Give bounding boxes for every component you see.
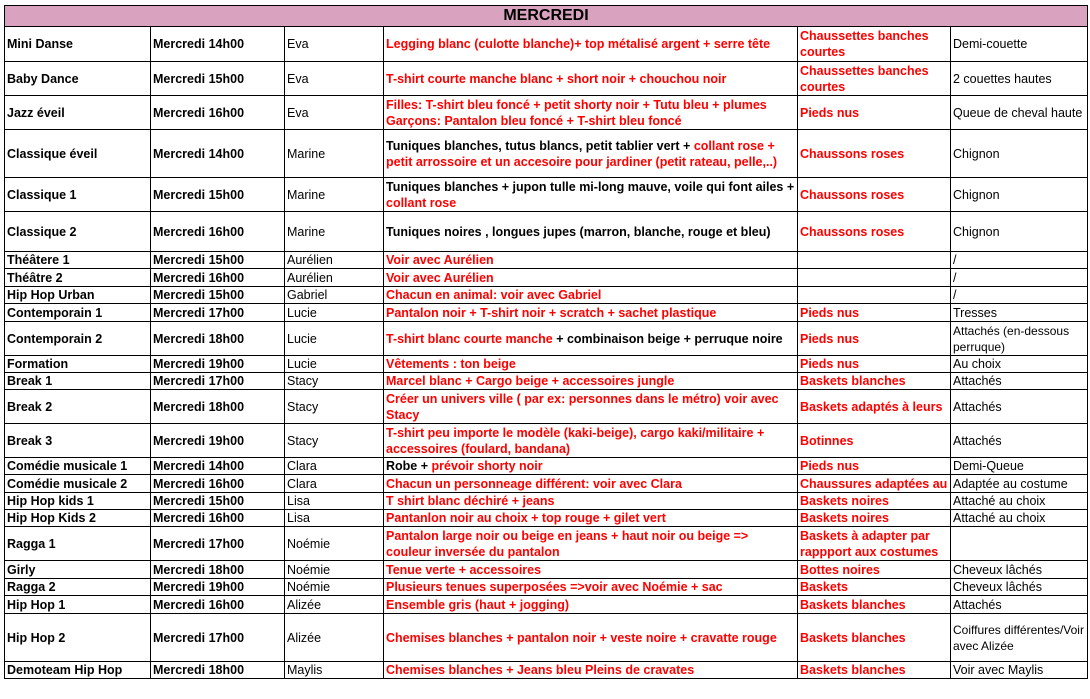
table-row [5, 130, 1088, 178]
time-cell: Mercredi 15h00 [151, 252, 285, 269]
time-cell: Mercredi 16h00 [151, 510, 285, 527]
shoes-cell-text: Baskets blanches [800, 597, 906, 612]
outfit-cell [384, 475, 798, 493]
shoes-cell-text: Pieds nus [800, 305, 860, 320]
shoes-cell-text: Bottes noires [800, 562, 880, 577]
course-cell: Break 1 [5, 373, 151, 390]
outfit-text: Pantalon noir + T-shirt noir + scratch + sachet plastique [386, 305, 717, 320]
outfit-text: Vêtements : ton beige [386, 357, 516, 371]
shoes-cell-text: Botinnes [800, 433, 854, 448]
hair-cell: Attaché au choix [951, 493, 1088, 510]
time-cell: Mercredi 16h00 [151, 596, 285, 614]
table-row [5, 390, 1088, 424]
outfit-text: Robe + [386, 459, 432, 473]
course-cell: Contemporain 1 [5, 304, 151, 322]
shoes-cell-text: Baskets noires [800, 494, 889, 508]
outfit-text: Filles: T-shirt bleu foncé + petit shorty noir + Tutu bleu + plumes Garçons: Pantalon bleu foncé + T-shirt bleu foncé [386, 97, 767, 128]
shoes-cell [798, 390, 951, 424]
course-cell: Classique 1 [5, 178, 151, 212]
teacher-cell: Stacy [285, 373, 384, 390]
outfit-text: Tenue verte + accessoires [386, 562, 542, 577]
hair-cell: Coiffures différentes/Voir avec Alizée [951, 614, 1088, 662]
outfit-text: collant rose [386, 195, 457, 210]
schedule-table [4, 5, 1088, 679]
outfit-cell [384, 458, 798, 475]
course-cell: Comédie musicale 2 [5, 475, 151, 493]
teacher-cell: Marine [285, 212, 384, 252]
shoes-cell [798, 304, 951, 322]
outfit-cell [384, 662, 798, 679]
outfit-cell [384, 527, 798, 561]
hair-cell: Au choix [951, 356, 1088, 373]
table-row [5, 527, 1088, 561]
time-cell: Mercredi 18h00 [151, 322, 285, 356]
shoes-cell [798, 596, 951, 614]
hair-cell: Cheveux lâchés [951, 579, 1088, 596]
teacher-cell: Eva [285, 96, 384, 130]
shoes-cell [798, 252, 951, 269]
shoes-cell-text: Baskets adaptés à leurs [800, 399, 943, 414]
outfit-cell [384, 390, 798, 424]
teacher-cell: Alizée [285, 596, 384, 614]
table-row [5, 356, 1088, 373]
hair-cell: Queue de cheval haute [951, 96, 1088, 130]
table-row [5, 304, 1088, 322]
shoes-cell-text: Baskets noires [800, 511, 889, 525]
outfit-cell [384, 424, 798, 458]
hair-cell: Demi-Queue [951, 458, 1088, 475]
shoes-cell-text: Baskets à adapter par rappport aux costumes [800, 528, 939, 559]
hair-cell: Attachés [951, 390, 1088, 424]
course-cell: Théâtre 2 [5, 269, 151, 287]
course-cell: Comédie musicale 1 [5, 458, 151, 475]
teacher-cell: Lisa [285, 493, 384, 510]
course-cell: Jazz éveil [5, 96, 151, 130]
outfit-cell [384, 304, 798, 322]
outfit-cell [384, 287, 798, 304]
shoes-cell [798, 96, 951, 130]
table-row [5, 373, 1088, 390]
hair-cell: Attachés [951, 424, 1088, 458]
table-row [5, 287, 1088, 304]
shoes-cell [798, 662, 951, 679]
shoes-cell-text: Chaussons roses [800, 224, 905, 239]
teacher-cell: Lucie [285, 322, 384, 356]
teacher-cell: Aurélien [285, 269, 384, 287]
day-title: MERCREDI [5, 6, 1088, 27]
course-cell: Hip Hop Urban [5, 287, 151, 304]
hair-cell: Attaché au choix [951, 510, 1088, 527]
outfit-text: Ensemble gris (haut + jogging) [386, 597, 570, 612]
outfit-text: Tuniques blanches, tutus blancs, petit tablier vert + [386, 138, 694, 153]
outfit-cell [384, 614, 798, 662]
teacher-cell: Marine [285, 178, 384, 212]
shoes-cell-text: Chaussettes banches courtes [800, 63, 929, 94]
teacher-cell: Noémie [285, 527, 384, 561]
hair-cell: / [951, 287, 1088, 304]
course-cell: Classique 2 [5, 212, 151, 252]
table-row [5, 475, 1088, 493]
outfit-text: T-shirt courte manche blanc + short noir + chouchou noir [386, 71, 727, 86]
course-cell: Théâtere 1 [5, 252, 151, 269]
time-cell: Mercredi 14h00 [151, 458, 285, 475]
shoes-cell-text: Baskets [800, 580, 848, 594]
time-cell: Mercredi 17h00 [151, 614, 285, 662]
course-cell: Hip Hop Kids 2 [5, 510, 151, 527]
shoes-cell-text: Pieds nus [800, 459, 860, 473]
teacher-cell: Stacy [285, 390, 384, 424]
shoes-cell [798, 62, 951, 96]
outfit-text: + combinaison beige + perruque noire [552, 331, 783, 346]
shoes-cell [798, 27, 951, 62]
shoes-cell [798, 373, 951, 390]
hair-cell: / [951, 252, 1088, 269]
hair-cell: Chignon [951, 178, 1088, 212]
outfit-text: T shirt blanc déchiré + jeans [386, 494, 555, 508]
time-cell: Mercredi 16h00 [151, 96, 285, 130]
shoes-cell-text: Pieds nus [800, 357, 860, 371]
outfit-text: Voir avec Aurélien [386, 253, 494, 267]
hair-cell: Adaptée au costume [951, 475, 1088, 493]
shoes-cell [798, 510, 951, 527]
outfit-text: prévoir shorty noir [431, 459, 543, 473]
course-cell: Mini Danse [5, 27, 151, 62]
shoes-cell-text: Chaussures adaptées au [800, 476, 948, 491]
shoes-cell [798, 475, 951, 493]
shoes-cell [798, 212, 951, 252]
shoes-cell-text: Chaussons roses [800, 146, 905, 161]
time-cell: Mercredi 15h00 [151, 493, 285, 510]
outfit-text: Marcel blanc + Cargo beige + accessoires jungle [386, 374, 675, 388]
teacher-cell: Gabriel [285, 287, 384, 304]
table-row [5, 614, 1088, 662]
hair-cell: 2 couettes hautes [951, 62, 1088, 96]
outfit-text: Chemises blanches + Jeans bleu Pleins de cravates [386, 663, 695, 677]
time-cell: Mercredi 14h00 [151, 130, 285, 178]
time-cell: Mercredi 18h00 [151, 561, 285, 579]
course-cell: Contemporain 2 [5, 322, 151, 356]
outfit-cell [384, 493, 798, 510]
table-row [5, 269, 1088, 287]
table-row [5, 561, 1088, 579]
time-cell: Mercredi 17h00 [151, 527, 285, 561]
table-row [5, 62, 1088, 96]
table-row [5, 252, 1088, 269]
outfit-text: Voir avec Aurélien [386, 270, 494, 285]
table-row [5, 212, 1088, 252]
teacher-cell: Aurélien [285, 252, 384, 269]
teacher-cell: Eva [285, 27, 384, 62]
outfit-text: Tuniques blanches + jupon tulle mi-long mauve, voile qui font ailes + [386, 179, 795, 194]
course-cell: Girly [5, 561, 151, 579]
hair-cell: / [951, 269, 1088, 287]
shoes-cell [798, 130, 951, 178]
outfit-cell [384, 96, 798, 130]
table-row [5, 96, 1088, 130]
shoes-cell [798, 527, 951, 561]
teacher-cell: Stacy [285, 424, 384, 458]
table-row [5, 322, 1088, 356]
table-row [5, 458, 1088, 475]
time-cell: Mercredi 18h00 [151, 662, 285, 679]
course-cell: Break 2 [5, 390, 151, 424]
outfit-text: T-shirt peu importe le modèle (kaki-beige), cargo kaki/militaire + accessoires (foulard, bandana) [386, 425, 765, 456]
outfit-text: T-shirt blanc courte manche [386, 331, 553, 346]
shoes-cell [798, 322, 951, 356]
outfit-text: Pantalon large noir ou beige en jeans + haut noir ou beige => couleur inversée du pantalon [386, 528, 749, 559]
outfit-cell [384, 269, 798, 287]
course-cell: Baby Dance [5, 62, 151, 96]
table-row [5, 493, 1088, 510]
shoes-cell [798, 493, 951, 510]
outfit-text: Legging blanc (culotte blanche)+ top métalisé argent + serre tête [386, 37, 771, 51]
course-cell: Classique éveil [5, 130, 151, 178]
outfit-text: collant rose + petit arrossoire et un accesoire pour jardiner (petit rateau, pelle,..) [386, 138, 778, 169]
table-row [5, 424, 1088, 458]
course-cell: Hip Hop 1 [5, 596, 151, 614]
outfit-text: Plusieurs tenues superposées =>voir avec Noémie + sac [386, 580, 723, 594]
outfit-cell [384, 322, 798, 356]
teacher-cell: Lucie [285, 304, 384, 322]
teacher-cell: Lucie [285, 356, 384, 373]
hair-cell: Attachés [951, 596, 1088, 614]
table-row [5, 27, 1088, 62]
outfit-text: Tuniques noires , longues jupes (marron, blanche, rouge et bleu) [386, 224, 771, 239]
shoes-cell-text: Baskets blanches [800, 374, 906, 388]
course-cell: Break 3 [5, 424, 151, 458]
table-row [5, 178, 1088, 212]
shoes-cell [798, 561, 951, 579]
shoes-cell-text: Baskets blanches [800, 663, 906, 677]
outfit-cell [384, 373, 798, 390]
shoes-cell-text: Chaussons roses [800, 187, 905, 202]
time-cell: Mercredi 16h00 [151, 269, 285, 287]
hair-cell: Demi-couette [951, 27, 1088, 62]
outfit-text: Chemises blanches + pantalon noir + veste noire + cravatte rouge [386, 630, 777, 645]
hair-cell [951, 527, 1088, 561]
teacher-cell: Lisa [285, 510, 384, 527]
outfit-text: Pantanlon noir au choix + top rouge + gilet vert [386, 511, 666, 525]
shoes-cell [798, 178, 951, 212]
course-cell: Ragga 1 [5, 527, 151, 561]
hair-cell: Tresses [951, 304, 1088, 322]
hair-cell: Chignon [951, 130, 1088, 178]
hair-cell: Attachés [951, 373, 1088, 390]
outfit-cell [384, 561, 798, 579]
time-cell: Mercredi 14h00 [151, 27, 285, 62]
time-cell: Mercredi 17h00 [151, 373, 285, 390]
time-cell: Mercredi 15h00 [151, 287, 285, 304]
table-row [5, 596, 1088, 614]
shoes-cell [798, 424, 951, 458]
outfit-cell [384, 62, 798, 96]
outfit-cell [384, 579, 798, 596]
outfit-cell [384, 178, 798, 212]
outfit-cell [384, 510, 798, 527]
time-cell: Mercredi 17h00 [151, 304, 285, 322]
time-cell: Mercredi 19h00 [151, 579, 285, 596]
teacher-cell: Marine [285, 130, 384, 178]
shoes-cell [798, 356, 951, 373]
time-cell: Mercredi 19h00 [151, 356, 285, 373]
course-cell: Ragga 2 [5, 579, 151, 596]
table-row [5, 510, 1088, 527]
outfit-text: Chacun un personneage différent: voir avec Clara [386, 476, 682, 491]
teacher-cell: Noémie [285, 579, 384, 596]
shoes-cell-text: Pieds nus [800, 105, 860, 120]
teacher-cell: Clara [285, 475, 384, 493]
outfit-text: Chacun en animal: voir avec Gabriel [386, 288, 602, 302]
teacher-cell: Alizée [285, 614, 384, 662]
shoes-cell [798, 614, 951, 662]
shoes-cell-text: Baskets blanches [800, 630, 906, 645]
time-cell: Mercredi 16h00 [151, 212, 285, 252]
shoes-cell [798, 269, 951, 287]
shoes-cell [798, 579, 951, 596]
outfit-cell [384, 27, 798, 62]
shoes-cell [798, 458, 951, 475]
time-cell: Mercredi 19h00 [151, 424, 285, 458]
shoes-cell [798, 287, 951, 304]
time-cell: Mercredi 15h00 [151, 62, 285, 96]
teacher-cell: Clara [285, 458, 384, 475]
hair-cell: Cheveux lâchés [951, 561, 1088, 579]
teacher-cell: Eva [285, 62, 384, 96]
shoes-cell-text: Pieds nus [800, 331, 860, 346]
teacher-cell: Noémie [285, 561, 384, 579]
course-cell: Hip Hop kids 1 [5, 493, 151, 510]
table-row [5, 662, 1088, 679]
outfit-text: Créer un univers ville ( par ex: personnes dans le métro) voir avec Stacy [386, 391, 779, 422]
course-cell: Formation [5, 356, 151, 373]
table-row [5, 579, 1088, 596]
course-cell: Hip Hop 2 [5, 614, 151, 662]
course-cell: Demoteam Hip Hop [5, 662, 151, 679]
teacher-cell: Maylis [285, 662, 384, 679]
hair-cell: Chignon [951, 212, 1088, 252]
outfit-cell [384, 252, 798, 269]
hair-cell: Attachés (en-dessous perruque) [951, 322, 1088, 356]
time-cell: Mercredi 15h00 [151, 178, 285, 212]
outfit-cell [384, 130, 798, 178]
outfit-cell [384, 596, 798, 614]
outfit-cell [384, 356, 798, 373]
outfit-cell [384, 212, 798, 252]
hair-cell: Voir avec Maylis [951, 662, 1088, 679]
time-cell: Mercredi 18h00 [151, 390, 285, 424]
shoes-cell-text: Chaussettes banches courtes [800, 29, 929, 59]
time-cell: Mercredi 16h00 [151, 475, 285, 493]
